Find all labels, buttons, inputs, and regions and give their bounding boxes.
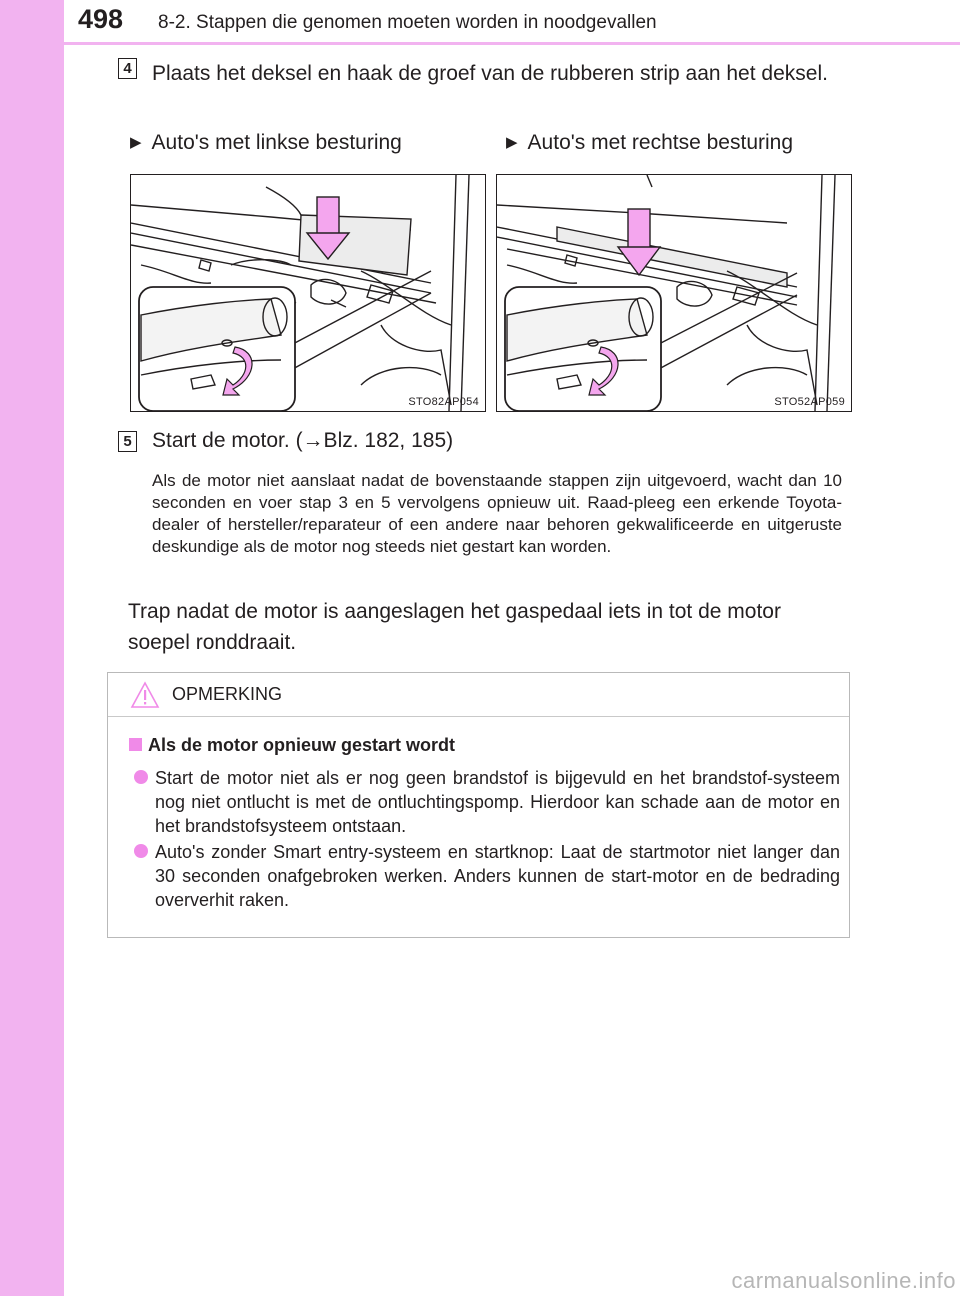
notice-subheading xyxy=(129,735,455,756)
illustration-code: STO82AP054 xyxy=(408,396,479,408)
step-5-marker: 5 xyxy=(118,431,137,452)
circle-bullet-icon xyxy=(134,844,148,858)
notice-title: OPMERKING xyxy=(172,684,283,704)
notice-bullet-text: Start de motor niet als er nog geen brandstof is bijgevuld en het brandstof-systeem nog niet ontlucht is met de ontluchtingspomp. Hierdoor kan schade aan de motor en het brandstofsysteem ontstaan. xyxy=(155,768,840,836)
step-5-note: Als de motor niet aanslaat nadat de bovenstaande stappen zijn uitgevoerd, wacht dan 10 seconden en voer stap 3 en 5 vervolgens opnieuw uit. Raad-pleeg een erkende Toyota-dealer of hersteller/reparateur of een andere naar behoren gekwalificeerde en uitgeruste deskundige als de motor nog steeds niet gestart kan worden. xyxy=(152,471,842,556)
triangle-bullet-icon: ▶ xyxy=(506,134,518,151)
header-divider xyxy=(64,42,960,45)
variant-right-hand-drive xyxy=(506,131,793,155)
step-5-text: Start de motor. (→Blz. 182, 185) xyxy=(152,429,454,452)
notice-bullet xyxy=(134,766,840,838)
section-title: 8-2. Stappen die genomen moeten worden in noodgevallen xyxy=(158,12,657,33)
notice-bullet-text: Auto's zonder Smart entry-systeem en startknop: Laat de startmotor niet langer dan 30 seconden onafgebroken werken. Anders kunnen de start-motor en de bedrading oververhit raken. xyxy=(155,842,840,910)
main-paragraph: Trap nadat de motor is aangeslagen het gaspedaal iets in tot de motor soepel ronddraait. xyxy=(128,600,781,654)
engine-bay-drawing-right xyxy=(497,175,851,411)
notice-subheading-label: Als de motor opnieuw gestart wordt xyxy=(148,735,456,755)
illustration-code: STO52AP059 xyxy=(774,396,845,408)
step-4-text: Plaats het deksel en haak de groef van de rubberen strip aan het deksel. xyxy=(152,62,828,85)
square-bullet-icon xyxy=(129,738,142,751)
warning-triangle-icon xyxy=(130,681,160,709)
side-color-bar xyxy=(0,0,64,1296)
illustration-right-hand-drive xyxy=(496,174,852,412)
illustration-left-hand-drive xyxy=(130,174,486,412)
notice-bullet xyxy=(134,840,840,912)
variant-left-label: Auto's met linkse besturing xyxy=(151,131,402,154)
page-number: 498 xyxy=(78,4,124,34)
notice-header xyxy=(108,673,849,717)
step-4-marker: 4 xyxy=(118,58,137,79)
variant-left-hand-drive xyxy=(130,131,402,155)
triangle-bullet-icon: ▶ xyxy=(130,134,142,151)
engine-bay-drawing-left xyxy=(131,175,485,411)
notice-box xyxy=(107,672,850,938)
circle-bullet-icon xyxy=(134,770,148,784)
watermark: carmanualsonline.info xyxy=(731,1268,956,1293)
variant-right-label: Auto's met rechtse besturing xyxy=(527,131,794,154)
